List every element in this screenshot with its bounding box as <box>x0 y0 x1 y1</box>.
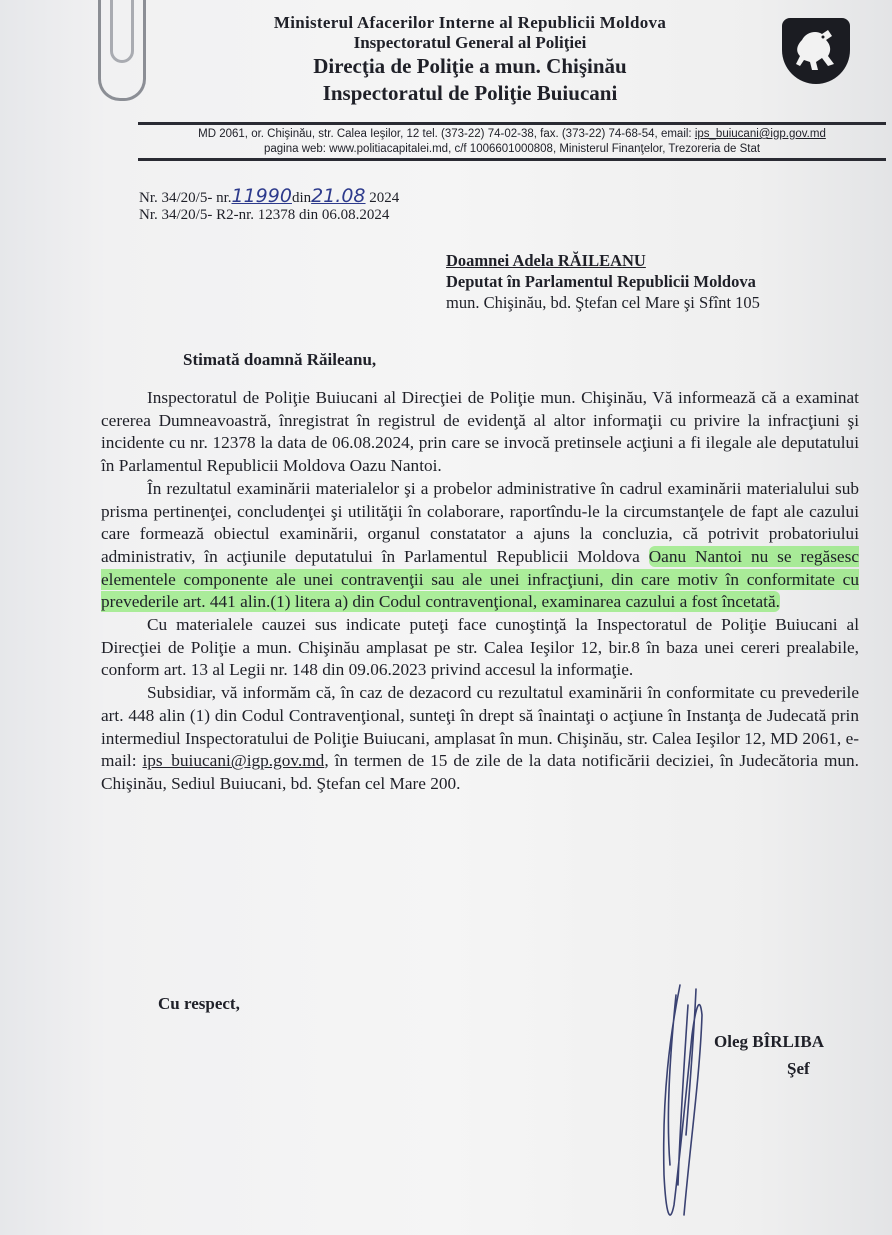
greeting: Stimată doamnă Răileanu, <box>183 350 377 369</box>
contact-line-2: pagina web: www.politiacapitalei.md, c/f 1006601000808, Ministerul Finanţelor, Trezoreria de Stat <box>263 143 761 155</box>
contact-line-1 <box>140 127 884 142</box>
header-rule-bottom <box>138 158 886 161</box>
inspectorate-general: Inspectoratul General al Poliţiei <box>353 33 587 52</box>
contact-line-1-text: MD 2061, or. Chişinău, str. Calea Ieşilor, 12 tel. (373-22) 74-02-38, fax. (373-22) 74-68-54, email: <box>198 128 695 140</box>
paragraph-4-email: ips_buiucani@igp.gov.md <box>142 751 325 771</box>
signatory-role: Şef <box>787 1059 810 1078</box>
paragraph-1: Inspectoratul de Poliţie Buiucani al Direcţiei de Poliţie mun. Chişinău, Vă informează că a examinat cererea Dumneavoastră, înregistrat în registrul de evidenţă al altor informaţii cu privire la infracţiuni şi incidente cu nr. 12378 la data de 06.08.2024, prin care se invocă pretinsele acţiuni a fi ilegale ale deputatului în Parlamentul Republicii Moldova Oazu Nantoi. <box>101 388 859 476</box>
header-rule-top <box>138 122 886 125</box>
lion-emblem-icon <box>782 18 850 84</box>
handwritten-ref-date: 21.08 <box>311 185 366 207</box>
ministry-name: Ministerul Afacerilor Interne al Republicii Moldova <box>273 13 667 32</box>
addressee-block <box>446 250 760 313</box>
addressee-title: Deputat în Parlamentul Republicii Moldova <box>446 272 756 291</box>
police-directorate: Direcţia de Poliţie a mun. Chişinău <box>313 54 627 78</box>
paragraph-4-tail: , în termen de 15 de zile de la data notificării deciziei, în Judecătoria mun. Chişinău, Sediul Buiucani, bd. Ştefan cel Mare 200. <box>101 751 859 793</box>
paragraph-2-text: În rezultatul examinării materialelor şi a probelor administrative în cadrul examinării materialului sub prisma pertinenţei, concludenţei şi utilităţii în colaborare, raportîndu-le la circumstanţele de fapt ale cazului care formează obiectul examinării, organul constatator a ajuns la concluzia, că potrivit probatoriului administrativ, în acţiunile deputatului în Parlamentul Republicii Moldova <box>101 478 859 566</box>
paperclip-inner-icon <box>110 0 134 63</box>
outgoing-reference <box>139 187 399 207</box>
paragraph-4-text: Subsidiar, vă informăm că, în caz de dezacord cu rezultatul examinării în conformitate cu prevederile art. 448 alin (1) din Codul Contravenţional, sunteţi în drept să înaintaţi o acţiune în Instanţa de Judecată prin intermediul Inspectoratului de Poliţie Buiucani, amplasat în mun. Chişinău, str. Calea Ieşilor 12, MD 2061, e-mail: <box>101 683 859 771</box>
ref-prefix: Nr. 34/20/5- nr. <box>139 190 232 206</box>
incoming-reference: Nr. 34/20/5- R2-nr. 12378 din 06.08.2024 <box>139 207 390 223</box>
paragraph-2 <box>101 478 859 614</box>
signatory-name: Oleg BÎRLIBA <box>714 1032 825 1051</box>
paragraph-4 <box>101 682 859 796</box>
ref-din: din <box>291 190 312 206</box>
letterhead <box>150 12 790 107</box>
paragraph-3: Cu materialele cauzei sus indicate puteţi face cunoştinţă la Inspectoratul de Poliţie Buiucani al Direcţiei de Poliţie a mun. Chişinău amplasat pe str. Calea Ieşilor 12, bir.8 în baza unei cereri prealabile, conform art. 13 al Legii nr. 148 din 09.06.2023 privind accesul la informaţie. <box>101 615 859 680</box>
handwritten-signature <box>640 975 720 1235</box>
police-inspectorate: Inspectoratul de Poliţie Buiucani <box>322 81 618 105</box>
closing: Cu respect, <box>158 994 240 1013</box>
handwritten-ref-number: 11990 <box>231 185 292 207</box>
contact-info <box>140 127 884 157</box>
letter-body <box>101 387 859 796</box>
ref-year: 2024 <box>369 190 400 206</box>
addressee-address: mun. Chişinău, bd. Ştefan cel Mare şi Sfînt 105 <box>446 293 760 312</box>
contact-email: ips_buiucani@igp.gov.md <box>694 128 826 140</box>
addressee-name: Doamnei Adela RĂILEANU <box>446 251 646 270</box>
highlighted-text: Oanu Nantoi nu se regăsesc elementele componente ale unei contravenţii sau ale unei infracţiuni, din care motiv în conformitate cu prevederile art. 441 alin.(1) litera a) din Codul contravenţional, examinarea cazului a fost încetată. <box>101 546 859 612</box>
